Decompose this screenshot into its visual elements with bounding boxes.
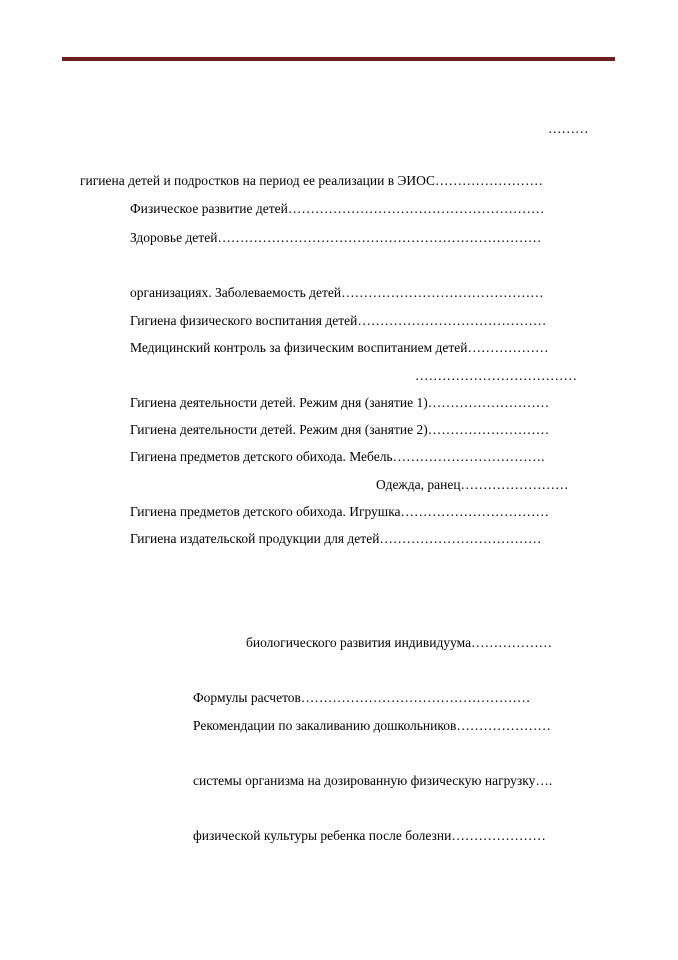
toc-line: Физическое развитие детей…………………………………………………	[130, 201, 545, 216]
toc-line: гигиена детей и подростков на период ее реализации в ЭИОС……………………	[80, 173, 544, 188]
toc-line: физической культуры ребенка после болезни…………………	[193, 828, 546, 843]
toc-line: ………………………………	[415, 368, 577, 383]
toc-line: Рекомендации по закаливанию дошкольников…………………	[193, 718, 551, 733]
toc-line: Одежда, ранец……………………	[376, 477, 569, 492]
toc-line: Гигиена предметов детского обихода. Мебель…………………………….	[130, 449, 545, 464]
toc-line: биологического развития индивидуума………………	[246, 635, 553, 650]
toc-line: Гигиена предметов детского обихода. Игрушка……………………………	[130, 504, 550, 519]
toc-line: Гигиена деятельности детей. Режим дня (занятие 2)………………………	[130, 422, 550, 437]
toc-line: Гигиена деятельности детей. Режим дня (занятие 1)………………………	[130, 395, 550, 410]
toc-line: ………	[548, 121, 589, 136]
toc-line: Гигиена физического воспитания детей……………………………………	[130, 313, 547, 328]
toc-line: Формулы расчетов……………………………………………	[193, 690, 531, 705]
header-rule	[62, 57, 615, 61]
toc-line: системы организма на дозированную физическую нагрузку….	[193, 773, 553, 788]
toc-line: Гигиена издательской продукции для детей………………………………	[130, 531, 542, 546]
toc-line: организациях. Заболеваемость детей………………………………………	[130, 285, 544, 300]
toc-line: Медицинский контроль за физическим воспитанием детей………………	[130, 340, 549, 355]
toc-line: Здоровье детей………………………………………………………………	[130, 230, 542, 245]
